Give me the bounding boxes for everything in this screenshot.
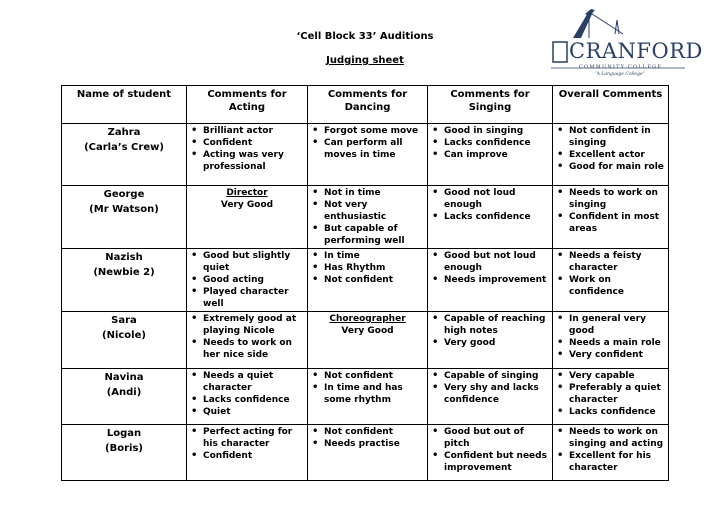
comment-item: • Quiet [189,406,305,418]
header-singing: Comments for Singing [428,86,553,124]
comment-item: • Good but slightly quiet [189,250,305,274]
table-row [62,369,669,425]
overall-cell [553,425,669,481]
overall-cell [553,312,669,369]
overall-cell [553,369,669,425]
student-role: (Newbie 2) [93,267,155,278]
comment-item: • Has Rhythm [310,262,425,274]
comment-item: • Needs to work on her nice side [189,337,305,361]
comment-item: • Needs to work on singing and acting [555,426,666,450]
comment-item: • Acting was very professional [189,149,305,173]
comment-item: • Good in singing [430,125,550,137]
singing-cell [428,425,553,481]
header-name: Name of student [62,86,187,124]
dancing-cell [308,312,428,369]
table-row [62,186,669,249]
table-row [62,124,669,186]
comment-item: • Capable of reaching high notes [430,313,550,337]
logo-subtext: COMMUNITY COLLEGE [579,64,663,70]
comment-item: • Needs to work on singing [555,187,666,211]
comment-item: • Excellent actor [555,149,666,161]
overall-cell [553,186,669,249]
student-name: Logan [106,428,142,439]
student-cell [62,369,187,425]
student-cell [62,312,187,369]
comment-item: • Very shy and lacks confidence [430,382,550,406]
dancing-cell [308,186,428,249]
comment-item: • Needs improvement [430,274,550,286]
comment-item: • Not very enthusiastic [310,199,425,223]
comment-item: • In general very good [555,313,666,337]
comment-item: • Lacks confidence [189,394,305,406]
dancing-cell [308,369,428,425]
comment-item: • Very confident [555,349,666,361]
comment-item: • Capable of singing [430,370,550,382]
comment-item: • Lacks confidence [430,137,550,149]
student-cell [62,249,187,312]
student-role: (Boris) [105,443,143,454]
comment-item: • Not confident in singing [555,125,666,149]
student-name: Zahra [107,127,141,138]
comment-item: • Confident [189,450,305,462]
student-role: (Mr Watson) [89,204,159,215]
student-cell [62,124,187,186]
document-title: ‘Cell Block 33’ Auditions [296,31,434,42]
comment-item: • Can improve [430,149,550,161]
header-overall: Overall Comments [553,86,669,124]
table-row [62,312,669,369]
comment-item: • Played character well [189,286,305,310]
acting-cell [187,312,308,369]
comment-item: • Good but out of pitch [430,426,550,450]
comment-item: • Needs a quiet character [189,370,305,394]
dancing-cell [308,425,428,481]
college-logo [545,8,703,82]
student-cell [62,186,187,249]
singing-cell [428,312,553,369]
document-subtitle: Judging sheet [326,55,404,66]
comment-item: • Can perform all moves in time [310,137,425,161]
comment-item: • Lacks confidence [430,211,550,223]
dancing-cell [308,124,428,186]
comment-item: • Confident [189,137,305,149]
comment-item: • Not confident [310,370,425,382]
comment-item: • Needs a feisty character [555,250,666,274]
judging-table [61,85,669,481]
singing-cell [428,124,553,186]
comment-item: • Not confident [310,274,425,286]
student-cell [62,425,187,481]
comment-item: • Very capable [555,370,666,382]
header-row [62,86,669,124]
role-verdict: Very Good [341,326,394,336]
comment-item: • Extremely good at playing Nicole [189,313,305,337]
student-name: George [103,189,145,200]
overall-cell [553,249,669,312]
student-name: Sara [111,315,137,326]
student-role: (Carla’s Crew) [84,142,164,153]
comment-item: • Needs a main role [555,337,666,349]
role-title: Choreographer [329,314,406,324]
comment-item: • Brilliant actor [189,125,305,137]
acting-cell [187,425,308,481]
comment-item: • Work on confidence [555,274,666,298]
comment-item: • Confident but needs improvement [430,450,550,474]
comment-item: • Not confident [310,426,425,438]
comment-item: • Very good [430,337,550,349]
comment-item: • Forgot some move [310,125,425,137]
role-verdict: Very Good [220,200,274,210]
comment-item: • Needs practise [310,438,425,450]
comment-item: • Good but not loud enough [430,250,550,274]
singing-cell [428,186,553,249]
comment-item: • Not in time [310,187,425,199]
comment-item: • Perfect acting for his character [189,426,305,450]
acting-cell [187,124,308,186]
logo-name: CRANFORD [569,39,703,63]
comment-item: • Good acting [189,274,305,286]
comment-item: • In time [310,250,425,262]
header-dancing: Comments for Dancing [308,86,428,124]
comment-item: • But capable of performing well [310,223,425,247]
overall-cell [553,124,669,186]
logo-motto: “A Language College” [595,72,645,77]
dancing-cell [308,249,428,312]
student-name: Nazish [105,252,143,263]
comment-item: • Good not loud enough [430,187,550,211]
comment-item: • Good for main role [555,161,666,173]
student-role: (Andi) [106,387,142,398]
comment-item: • Preferably a quiet character [555,382,666,406]
comment-item: • Excellent for his character [555,450,666,474]
comment-item: • Lacks confidence [555,406,666,418]
singing-cell [428,249,553,312]
table-row [62,425,669,481]
student-name: Navina [104,372,144,383]
table-row [62,249,669,312]
acting-cell [187,369,308,425]
comment-item: • In time and has some rhythm [310,382,425,406]
singing-cell [428,369,553,425]
comment-item: • Confident in most areas [555,211,666,235]
student-role: (Nicole) [102,330,146,341]
acting-cell [187,249,308,312]
role-title: Director [226,188,268,198]
header-acting: Comments for Acting [187,86,308,124]
acting-cell [187,186,308,249]
